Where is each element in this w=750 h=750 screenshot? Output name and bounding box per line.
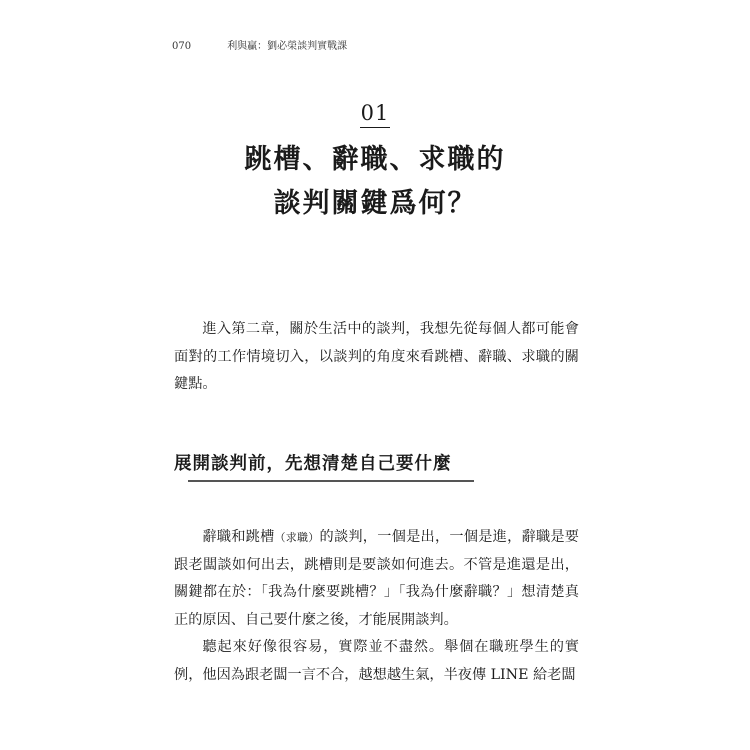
section-heading: 展開談判前，先想清楚自己要什麼 bbox=[174, 454, 452, 474]
section-paragraph-1 bbox=[174, 524, 579, 634]
section-paragraph-2: 聽起來好像很容易，實際並不盡然。舉個在職班學生的實例，他因為跟老闆一言不合，越想越生氣，半夜傳 LINE 給老闆 bbox=[174, 639, 579, 683]
paragraph-1-note: （求職） bbox=[274, 531, 320, 544]
intro-text bbox=[174, 316, 579, 399]
section-body bbox=[174, 524, 579, 689]
paragraph-1-rest: 的談判，一個是出，一個是進，辭職是要跟老闆談如何出去，跳槽則是要談如何進去。不管是進還是出，關鍵都在於：「我為什麼要跳槽？」「我為什麼辭職？」想清楚真正的原因、自己要什麼之後，才能展開談判。 bbox=[174, 529, 579, 628]
page-number: 070 bbox=[172, 41, 192, 52]
paragraph-1-start: 辭職和跳槽 bbox=[202, 529, 275, 545]
chapter-heading bbox=[0, 100, 750, 226]
chapter-title-line-2: 談判關鍵爲何？ bbox=[273, 188, 477, 219]
chapter-title-line-1: 跳槽、辭職、求職的 bbox=[244, 144, 506, 175]
intro-paragraph: 進入第二章，關於生活中的談判，我想先從每個人都可能會面對的工作情境切入，以談判的角度來看跳槽、辭職、求職的關鍵點。 bbox=[174, 321, 579, 392]
chapter-title bbox=[0, 138, 750, 226]
section-heading-rule bbox=[188, 480, 474, 482]
book-title: 利與贏：劉必榮談判實戰課 bbox=[227, 41, 348, 52]
running-header bbox=[172, 37, 347, 52]
chapter-number: 01 bbox=[360, 100, 391, 128]
